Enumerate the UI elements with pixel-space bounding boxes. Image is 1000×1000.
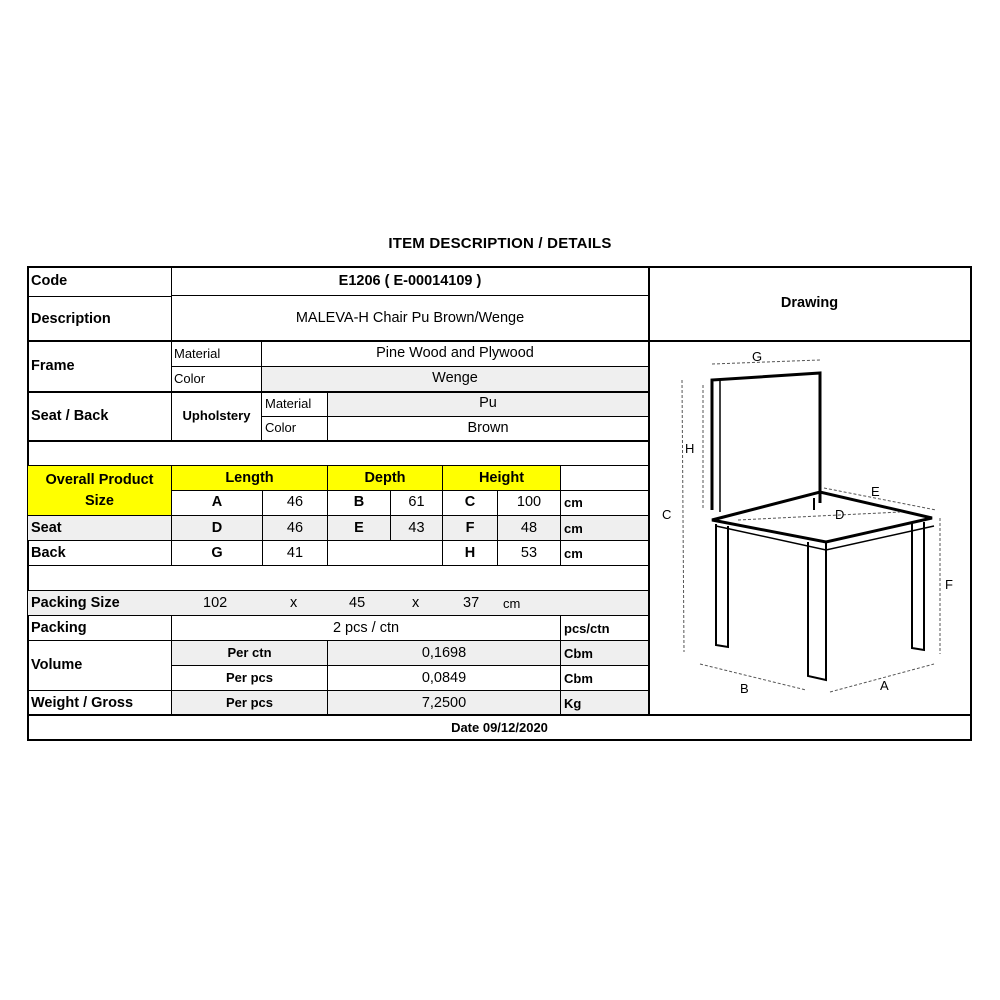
frame-color-value: Wenge: [432, 370, 478, 386]
description-label: Description: [31, 311, 111, 327]
volume-label: Volume: [31, 657, 83, 673]
seat-color-value: Brown: [467, 420, 509, 436]
chair-leg-front-right: [808, 542, 826, 680]
grid-line: [28, 590, 649, 591]
packing-length: 102: [203, 595, 228, 611]
dim-line-d: [738, 512, 900, 520]
drawing-letter-b: B: [740, 681, 749, 696]
chair-leg-front-left: [716, 524, 728, 647]
packing-width: 45: [349, 595, 366, 611]
grid-line: [28, 515, 649, 516]
weight-label: Weight / Gross: [31, 695, 134, 711]
seat-material-label: Material: [265, 396, 312, 411]
dim-e-label: E: [354, 520, 364, 536]
packing-size-unit: cm: [503, 596, 521, 611]
back-unit: cm: [564, 546, 583, 561]
drawing-letter-c: C: [662, 507, 672, 522]
grid-line: [261, 391, 262, 440]
code-value: E1206 ( E-00014109 ): [338, 273, 482, 289]
dim-f-value: 48: [520, 520, 538, 536]
frame-material-label: Material: [174, 346, 221, 361]
drawing-letter-e: E: [871, 484, 880, 499]
grid-line: [28, 296, 172, 297]
grid-line: [28, 465, 649, 466]
packing-x1: x: [290, 595, 298, 611]
dim-g-label: G: [211, 545, 223, 561]
drawing-letter-f: F: [945, 577, 953, 592]
volume-unit-2: Cbm: [564, 671, 593, 686]
length-header: Length: [225, 470, 274, 486]
depth-header: Depth: [364, 470, 406, 486]
weight-value: 7,2500: [421, 695, 467, 711]
grid-line: [28, 714, 971, 716]
overall-size-label-1: Overall Product: [45, 472, 154, 488]
dim-a-label: A: [211, 494, 223, 510]
volume-per-pcs-value: 0,0849: [421, 670, 467, 686]
grid-line: [172, 490, 649, 491]
dim-b-label: B: [353, 494, 365, 510]
dim-c-label: C: [464, 494, 476, 510]
drawing-letter-d: D: [835, 507, 845, 522]
packing-height: 37: [463, 595, 480, 611]
dim-a-value: 46: [286, 494, 304, 510]
packing-label: Packing: [31, 620, 87, 636]
volume-unit-1: Cbm: [564, 646, 593, 661]
grid-line: [28, 615, 649, 616]
frame-color-label: Color: [174, 371, 206, 386]
description-value: MALEVA-H Chair Pu Brown/Wenge: [295, 310, 525, 326]
seat-label: Seat: [31, 520, 62, 536]
packing-size-label: Packing Size: [31, 595, 120, 611]
weight-unit: Kg: [564, 696, 582, 711]
volume-per-pcs-label: Per pcs: [226, 670, 273, 685]
volume-per-ctn-value: 0,1698: [421, 645, 467, 661]
grid-line: [560, 465, 561, 565]
dim-line-g: [712, 360, 820, 364]
grid-line: [262, 416, 649, 417]
drawing-letter-h: H: [685, 441, 695, 456]
dim-h-label: H: [464, 545, 476, 561]
page-title: ITEM DESCRIPTION / DETAILS: [388, 235, 612, 252]
dim-c-value: 100: [516, 494, 542, 510]
chair-backrest: [712, 373, 820, 510]
dim-d-label: D: [211, 520, 223, 536]
grid-line: [172, 295, 649, 296]
dim-line-c: [682, 380, 684, 652]
grid-line: [28, 391, 649, 393]
dim-h-value: 53: [520, 545, 538, 561]
grid-line: [560, 615, 561, 714]
frame-label: Frame: [31, 358, 75, 374]
grid-line: [28, 540, 649, 541]
volume-per-ctn-label: Per ctn: [227, 645, 272, 660]
grid-line: [28, 565, 649, 566]
seat-back-label: Seat / Back: [31, 408, 109, 424]
upholstery-label: Upholstery: [182, 408, 251, 423]
chair-leg-back-right: [912, 522, 924, 650]
drawing-letter-a: A: [880, 678, 889, 693]
dim-d-value: 46: [286, 520, 304, 536]
dim-g-value: 41: [286, 545, 304, 561]
overall-unit: cm: [564, 495, 583, 510]
chair-dimension-drawing: [650, 342, 970, 714]
drawing-letter-g: G: [752, 349, 763, 364]
seat-color-label: Color: [265, 420, 297, 435]
dim-e-value: 43: [408, 520, 425, 536]
seat-unit: cm: [564, 521, 583, 536]
packing-value: 2 pcs / ctn: [332, 620, 400, 636]
grid-line: [172, 665, 649, 666]
back-label: Back: [31, 545, 66, 561]
overall-size-label-2: Size: [84, 493, 114, 509]
grid-line: [28, 440, 649, 442]
frame-material-value: Pine Wood and Plywood: [376, 345, 534, 361]
code-label: Code: [31, 273, 68, 289]
packing-unit: pcs/ctn: [564, 621, 610, 636]
drawing-label: Drawing: [780, 295, 839, 311]
shade-packing-size: [28, 591, 648, 616]
packing-x2: x: [412, 595, 420, 611]
dim-b-value: 61: [408, 494, 425, 510]
height-header: Height: [478, 470, 525, 486]
grid-line: [28, 690, 649, 691]
seat-material-value: Pu: [479, 395, 497, 411]
weight-per-label: Per pcs: [226, 695, 273, 710]
grid-line: [172, 366, 649, 367]
grid-line: [171, 341, 172, 440]
grid-line: [28, 640, 649, 641]
date-stamp: Date 09/12/2020: [451, 720, 548, 735]
dim-line-b: [700, 664, 806, 690]
dim-f-label: F: [465, 520, 475, 536]
